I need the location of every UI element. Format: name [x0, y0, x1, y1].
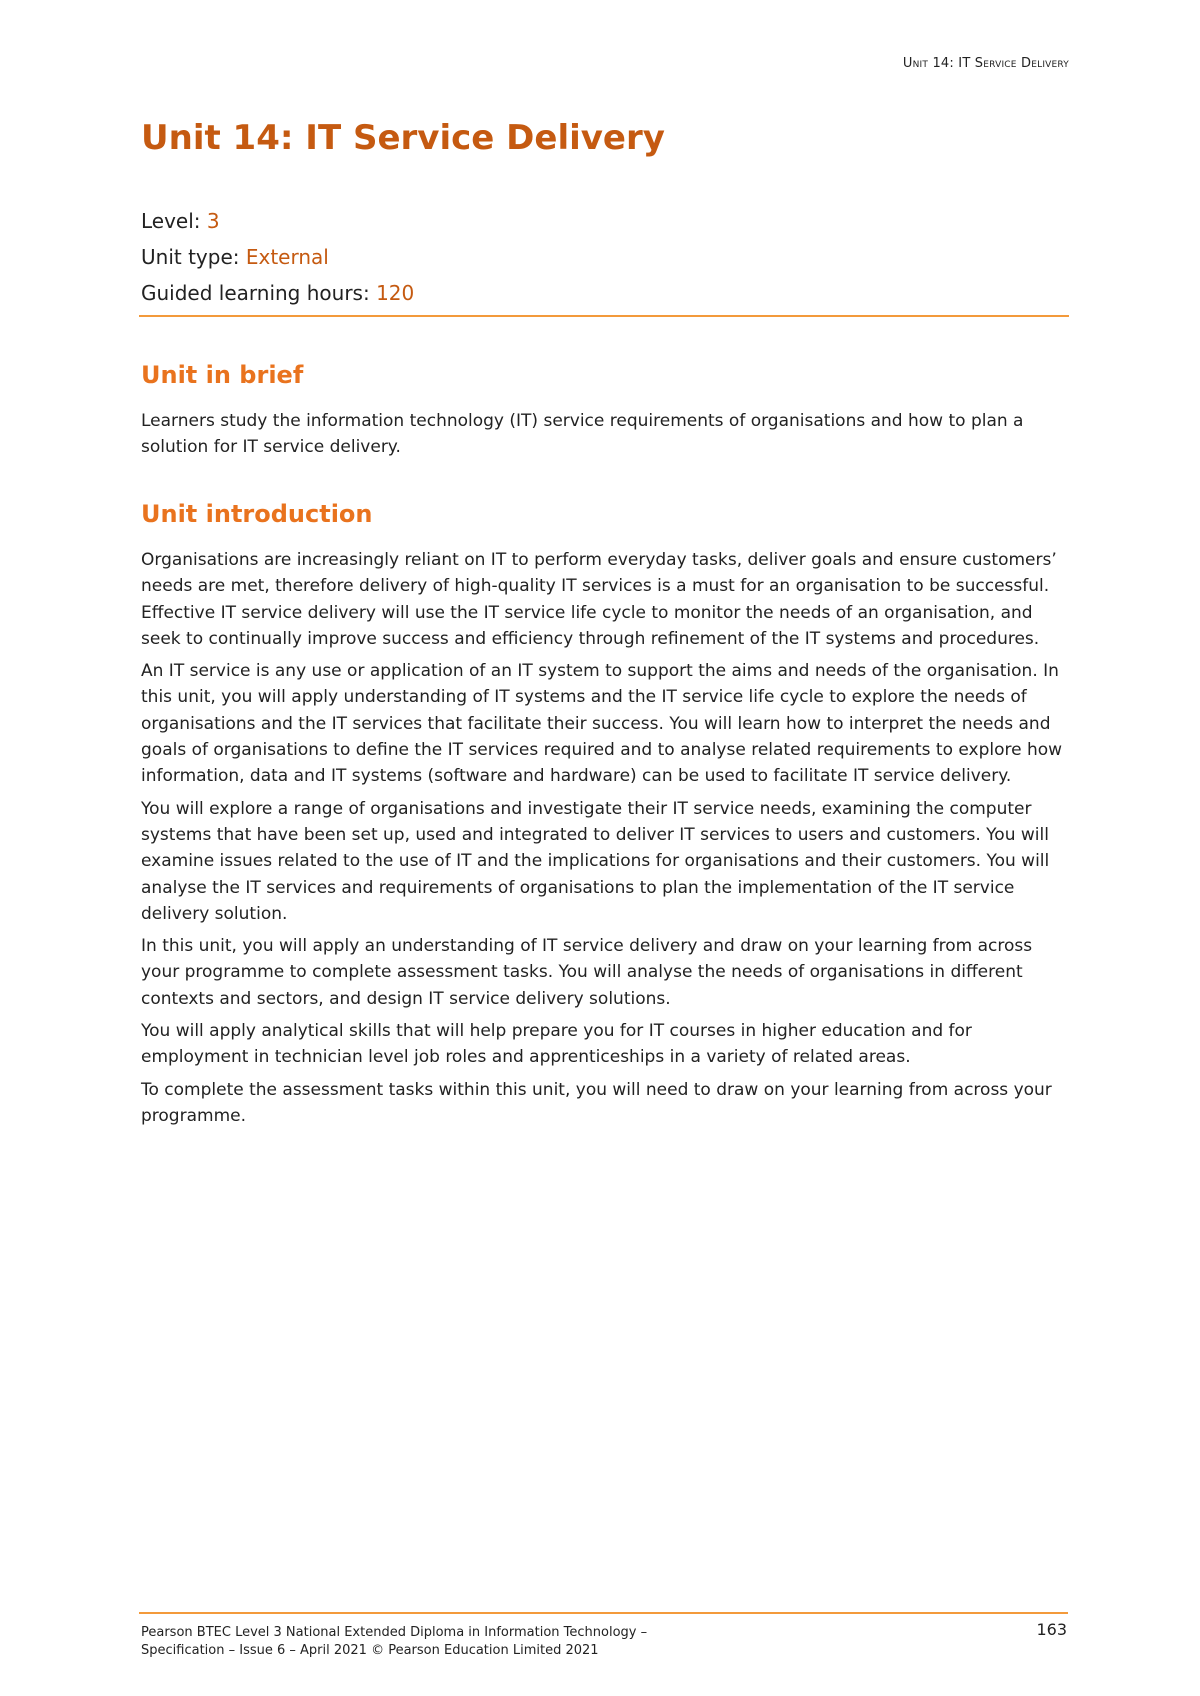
footer-text: [141, 1624, 647, 1660]
level-label: Level:: [141, 208, 207, 233]
header-divider: [139, 315, 1069, 317]
glh-line: [141, 275, 1065, 311]
glh-value: 120: [376, 280, 415, 305]
unit-introduction-heading: Unit introduction: [141, 500, 373, 529]
intro-paragraph-3: You will explore a range of organisations and investigate their IT service needs, examining the computer systems that have been set up, used and integrated to deliver IT services to users and customers. You will examine issues related to the use of IT and the implications for organisations and their customers. You will analyse the IT services and requirements of organisations to plan the implementation of the IT service delivery solution.: [141, 798, 1050, 924]
intro-paragraph-2: An IT service is any use or application of an IT system to support the aims and needs of the organisation. In this unit, you will apply understanding of IT systems and the IT service life cycle to explore the needs of organisations and the IT services that facilitate their success. You will learn how to interpret the needs and goals of organisations to define the IT services required and to analyse related requirements to explore how information, data and IT systems (software and hardware) can be used to facilitate IT service delivery.: [141, 661, 1063, 787]
intro-paragraph-4: In this unit, you will apply an understanding of IT service delivery and draw on your learning from across your programme to complete assessment tasks. You will analyse the needs of organisations in different contexts and sectors, and design IT service delivery solutions.: [141, 936, 1033, 1009]
unit-in-brief-heading: Unit in brief: [141, 360, 304, 389]
unit-type-value: External: [245, 244, 329, 269]
unit-type-line: [141, 239, 1065, 275]
footer-divider: [139, 1612, 1068, 1614]
page-title: Unit 14: IT Service Delivery: [141, 118, 665, 158]
footer-line-1: Pearson BTEC Level 3 National Extended Diploma in Information Technology –: [141, 1625, 648, 1640]
unit-in-brief-text: Learners study the information technology (IT) service requirements of organisations and how to plan a solution for IT service delivery.: [141, 410, 1024, 457]
unit-introduction-body: [141, 547, 1065, 1129]
unit-meta: [141, 203, 1065, 311]
intro-paragraph-6: To complete the assessment tasks within this unit, you will need to draw on your learning from across your programme.: [141, 1079, 1052, 1126]
intro-paragraph-1: Organisations are increasingly reliant on IT to perform everyday tasks, deliver goals and ensure customers’ needs are met, therefore delivery of high-quality IT services is a must for an organisation to be successful. Effective IT service delivery will use the IT service life cycle to monitor the needs of an organisation, and seek to continually improve success and efficiency through refinement of the IT systems and procedures.: [141, 549, 1057, 649]
level-line: [141, 203, 1065, 239]
footer-line-2: Specification – Issue 6 – April 2021 © Pearson Education Limited 2021: [141, 1643, 599, 1658]
running-header: Unit 14: IT Service Delivery: [902, 56, 1069, 71]
page-number: 163: [1036, 1620, 1067, 1639]
page-content: [141, 118, 1065, 1129]
level-value: 3: [206, 208, 220, 233]
glh-label: Guided learning hours:: [141, 280, 377, 305]
intro-paragraph-5: You will apply analytical skills that will help prepare you for IT courses in higher education and for employment in technician level job roles and apprenticeships in a variety of related areas.: [141, 1021, 972, 1068]
unit-type-label: Unit type:: [141, 244, 246, 269]
